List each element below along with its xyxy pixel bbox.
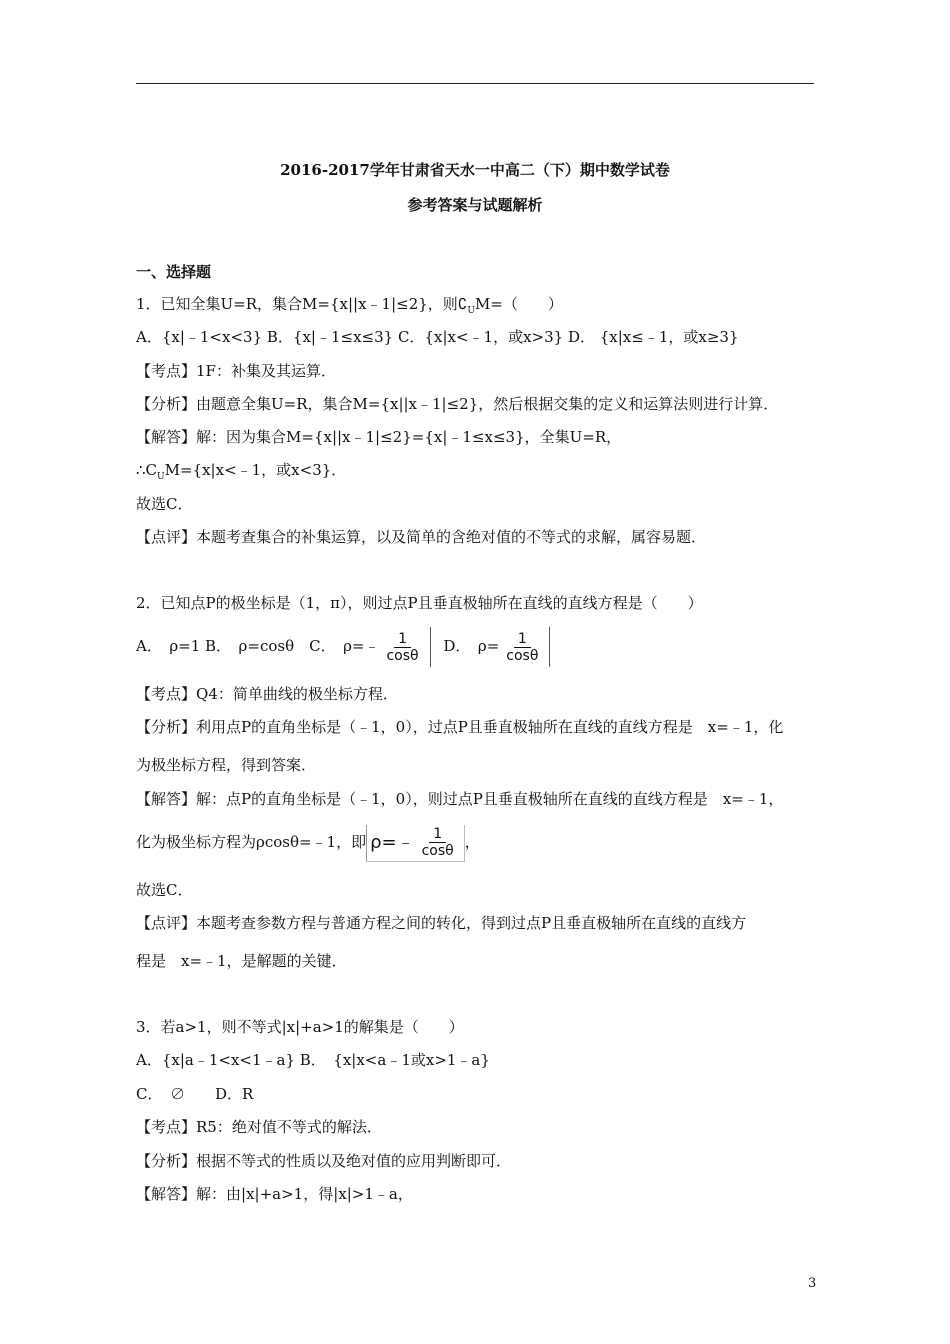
- q3-fenxi: 【分析】根据不等式的性质以及绝对值的应用判断即可．: [136, 1152, 512, 1170]
- q3-jieda: 【解答】解：由|x|+a>1，得|x|>1﹣a，: [136, 1185, 413, 1203]
- q3-options-ab: A．{x|a﹣1<x<1﹣a} B． {x|x<a﹣1或x>1﹣a}: [136, 1051, 490, 1069]
- q2-fenxi-line2: 为极坐标方程，得到答案．: [136, 756, 317, 774]
- q1-jieda: 【解答】解：因为集合M={x||x﹣1|≤2}={x|﹣1≤x≤3}，全集U=R，: [136, 428, 622, 446]
- header-rule: [136, 83, 814, 84]
- q2-dianping-line2: 程是 x=﹣1，是解题的关键．: [136, 952, 347, 970]
- q2-option-d-fraction: $\frac{1}{\cos\theta}$: [499, 627, 550, 667]
- page-number: 3: [808, 1276, 817, 1291]
- q2-choice: 故选C．: [136, 881, 193, 899]
- q2-jieda-line1: 【解答】解：点P的直角坐标是（﹣1，0），则过点P且垂直极轴所在直线的直线方程是 x=﹣1，: [136, 790, 784, 808]
- q1-stem: 1．已知全集U=R，集合M={x||x﹣1|≤2}，则$∁_UM=$（ ）: [136, 295, 563, 316]
- section-heading: 一、选择题: [136, 263, 212, 281]
- q3-options-cd: C． ∅ D．R: [136, 1085, 254, 1103]
- q1-choice: 故选C．: [136, 495, 193, 513]
- q2-dianping-line1: 【点评】本题考查参数方程与普通方程之间的转化，得到过点P且垂直极轴所在直线的直线方: [136, 914, 747, 932]
- page-subtitle: 参考答案与试题解析: [407, 196, 543, 214]
- q1-jieda-line2: $\therefore C_UM=\{x|x<﹣1$，或x<3}．: [136, 461, 347, 482]
- q2-stem: 2．已知点P的极坐标是（1，π），则过点P且垂直极轴所在直线的直线方程是（ ）: [136, 594, 703, 612]
- q2-options: A． ρ=1 B． ρ=cosθ C． ρ=﹣ $\frac{1}{\cos\theta}$ D． ρ= $\frac{1}{\cos\theta}$: [136, 626, 550, 667]
- q1-kaodian: 【考点】1F：补集及其运算．: [136, 362, 336, 380]
- q1-dianping: 【点评】本题考查集合的补集运算，以及简单的含绝对值的不等式的求解，属容易题．: [136, 528, 707, 546]
- page-title: 2016-2017学年甘肃省天水一中高二（下）期中数学试卷: [280, 161, 670, 179]
- q1-options: A．{x|﹣1<x<3} B．{x|﹣1≤x≤3} C．{x|x<﹣1，或x>3} D． {x|x≤﹣1，或x≥3}: [136, 328, 739, 346]
- q2-jieda-line2: 化为极坐标方程为ρcosθ=﹣1，即 ρ=﹣ $\frac{1}{\cos\theta}$ ，: [136, 822, 480, 862]
- q2-answer-fraction: ρ=﹣ $\frac{1}{\cos\theta}$: [366, 825, 465, 862]
- q3-kaodian: 【考点】R5：绝对值不等式的解法．: [136, 1118, 382, 1136]
- q2-fenxi-line1: 【分析】利用点P的直角坐标是（﹣1，0），过点P且垂直极轴所在直线的直线方程是 x=﹣1，化: [136, 718, 784, 736]
- q2-kaodian: 【考点】Q4：简单曲线的极坐标方程．: [136, 685, 398, 703]
- q2-option-c-fraction: $\frac{1}{\cos\theta}$: [379, 627, 430, 667]
- q3-stem: 3．若a>1，则不等式|x|+a>1的解集是（ ）: [136, 1018, 464, 1036]
- q1-fenxi: 【分析】由题意全集U=R，集合M={x||x﹣1|≤2}，然后根据交集的定义和运算法则进行计算．: [136, 395, 779, 413]
